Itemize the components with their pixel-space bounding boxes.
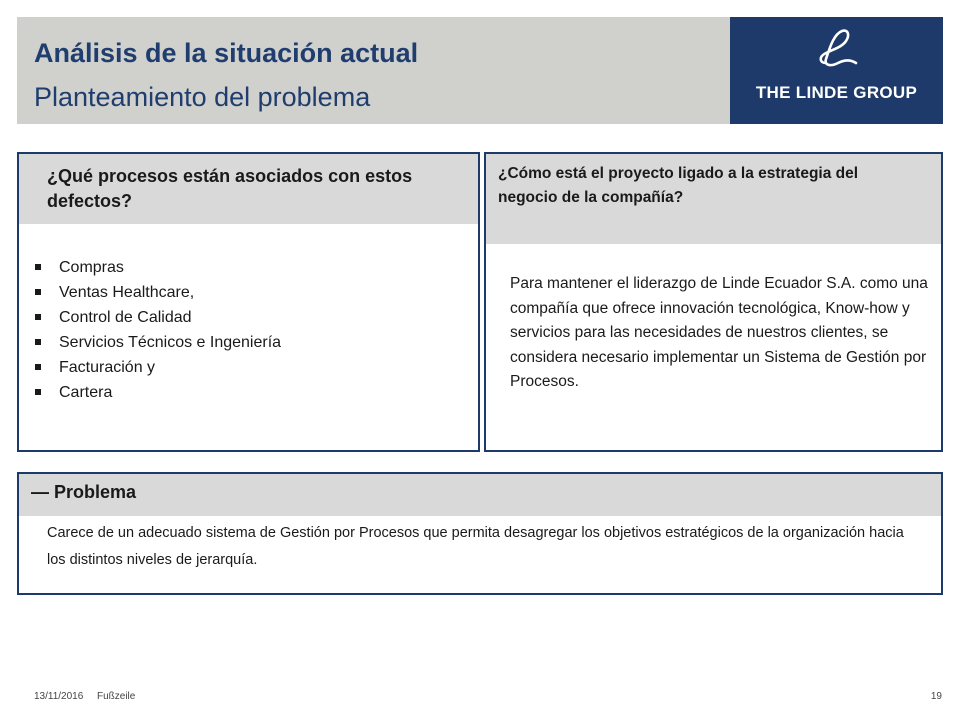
list-item: Compras: [33, 255, 281, 280]
list-item: Ventas Healthcare,: [33, 280, 281, 305]
problem-panel-header: [19, 474, 941, 516]
list-item: Control de Calidad: [33, 305, 281, 330]
bullet-square-icon: [35, 364, 41, 370]
problem-text: Carece de un adecuado sistema de Gestión por Procesos que permita desagregar los objetivos estratégicos de la organización hacia los distintos niveles de jerarquía.: [47, 525, 904, 568]
linde-script-l-icon: [730, 17, 943, 77]
processes-question: ¿Qué procesos están asociados con estos defectos?: [47, 166, 413, 211]
list-item: Facturación y: [33, 355, 281, 380]
problem-title: — Problema: [31, 482, 137, 502]
bullet-square-icon: [35, 289, 41, 295]
slide-title: Análisis de la situación actual: [34, 38, 419, 68]
list-item: Servicios Técnicos e Ingeniería: [33, 330, 281, 355]
footer-label: Fußzeile: [97, 691, 136, 702]
slide-subtitle: Planteamiento del problema: [34, 82, 371, 112]
strategy-panel-header: [486, 154, 941, 244]
bullet-square-icon: [35, 314, 41, 320]
strategy-panel: [484, 152, 943, 452]
footer-date: 13/11/2016: [34, 691, 84, 702]
bullet-square-icon: [35, 389, 41, 395]
page-number: 19: [930, 691, 942, 702]
logo-wordmark: THE LINDE GROUP: [755, 83, 918, 102]
bullet-square-icon: [35, 339, 41, 345]
strategy-text: Para mantener el liderazgo de Linde Ecuador S.A. como una compañía que ofrece innovación tecnológica, Know-how y servicios para las necesidades de nuestros clientes, se considera necesario implementar un Sistema de Gestión por Procesos.: [510, 275, 928, 390]
bullet-square-icon: [35, 264, 41, 270]
strategy-question: ¿Cómo está el proyecto ligado a la estrategia del negocio de la compañía?: [498, 165, 859, 206]
processes-panel-header: [19, 154, 478, 224]
processes-list: [33, 255, 281, 405]
problem-panel: [17, 472, 943, 595]
list-item: Cartera: [33, 380, 281, 405]
processes-panel: [17, 152, 480, 452]
linde-logo: [730, 17, 943, 124]
